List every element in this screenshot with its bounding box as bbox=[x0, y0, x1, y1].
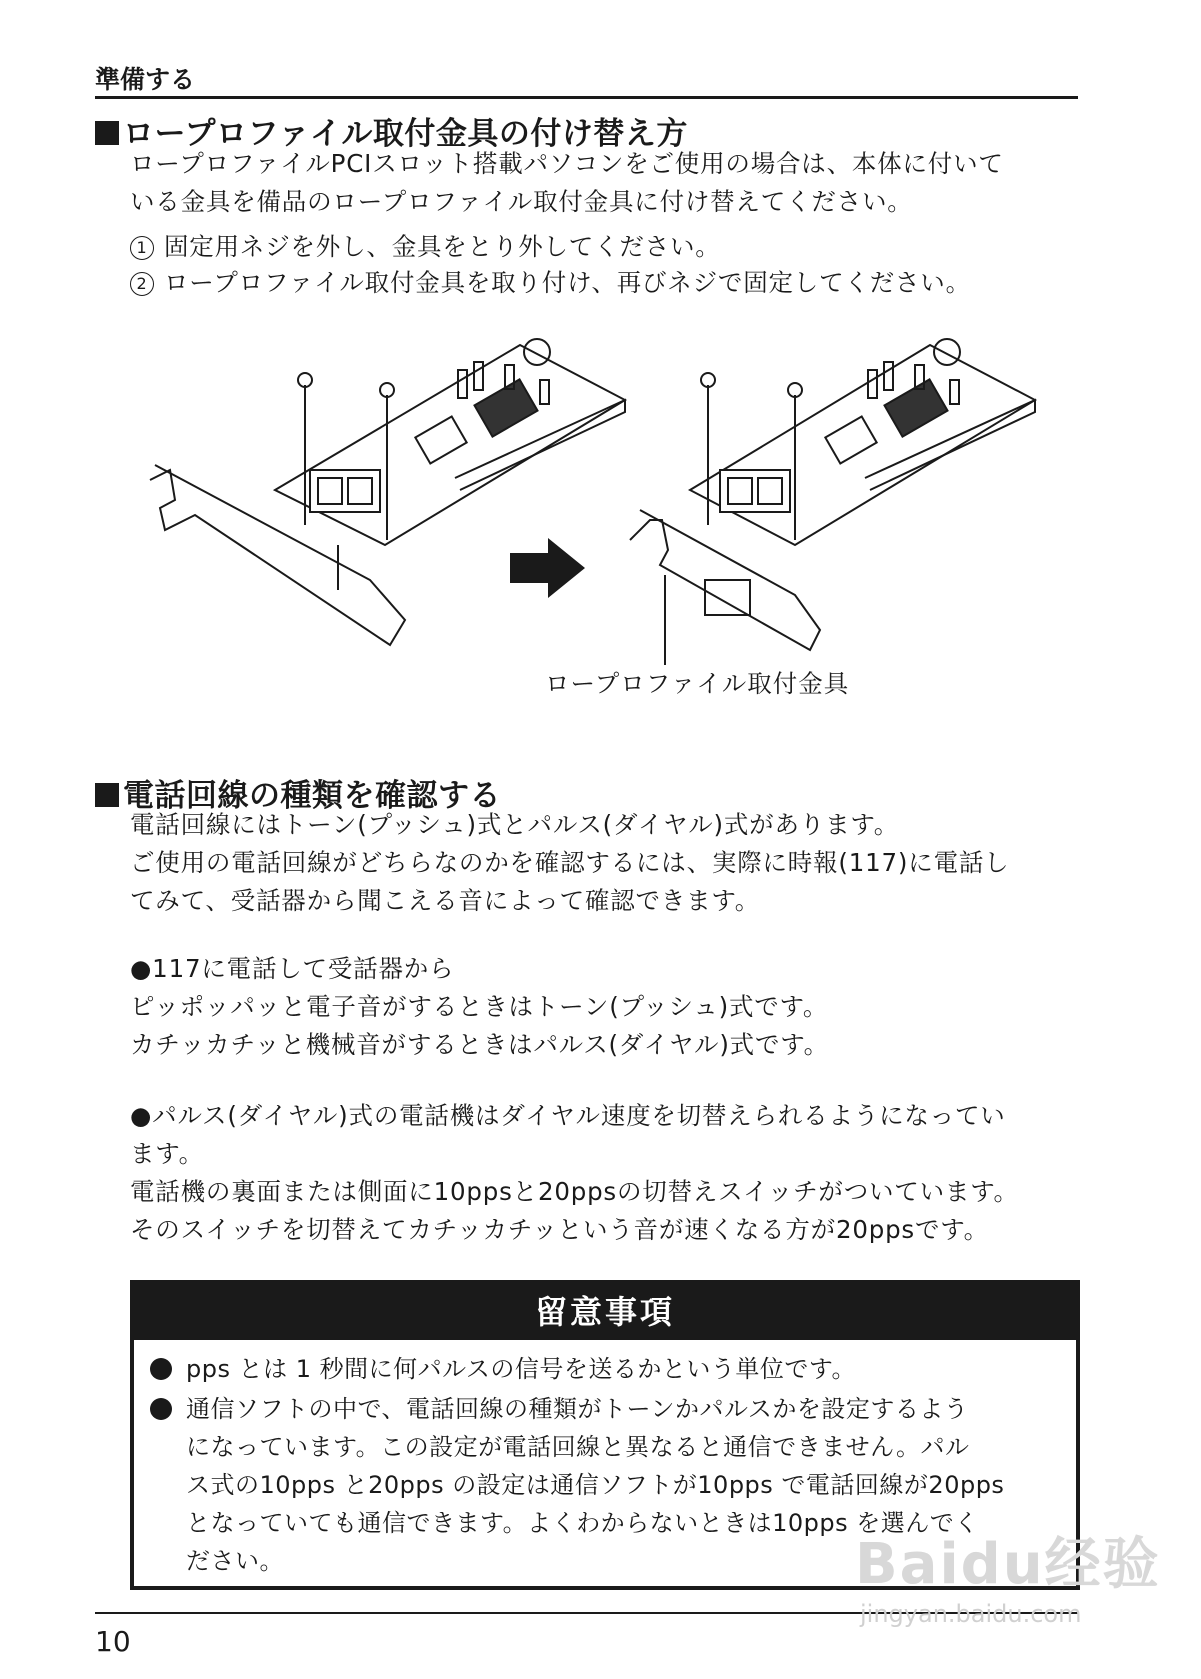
notice-title: 留意事項 bbox=[134, 1284, 1076, 1340]
step-1-text: 固定用ネジを外し、金具をとり外してください。 bbox=[164, 232, 721, 261]
notice-item-2-text: 通信ソフトの中で、電話回線の種類がトーンかパルスかを設定するよう になっています。この設定が電話回線と異なると通信できません。パル ス式の10pps と20pps の設定は通信ソフトが10pps で電話回線が20pps となっていても通信できます。よくわからないときは10pps を選んでく ださい。 bbox=[186, 1395, 1005, 1575]
bullet-icon bbox=[150, 1358, 172, 1380]
right-screws bbox=[701, 373, 802, 397]
right-arrow-icon bbox=[510, 538, 585, 598]
step-2 bbox=[130, 264, 971, 299]
left-screws bbox=[298, 373, 394, 397]
right-pci-card bbox=[690, 339, 1035, 545]
page-number: 10 bbox=[95, 1625, 131, 1658]
lowprofile-intro: ロープロファイルPCIスロット搭載パソコンをご使用の場合は、本体に付いて いる金具を備品のロープロファイル取付金具に付け替えてください。 bbox=[130, 149, 1004, 216]
watermark-logo: Baidu经验 bbox=[855, 1532, 1161, 1597]
top-rule bbox=[95, 96, 1078, 99]
step-2-number: 2 bbox=[130, 272, 154, 296]
figure-caption: ロープロファイル取付金具 bbox=[545, 669, 850, 698]
phoneline-block-pulse: ●パルス(ダイヤル)式の電話機はダイヤル速度を切替えられるようになってい ます。 電話機の裏面または側面に10ppsと20ppsの切替えスイッチがついています。 そのスイッチを切替えてカチッカチッという音が速くなる方が20ppsです。 bbox=[130, 1101, 1019, 1244]
watermark-url: jingyan.baidu.com bbox=[860, 1600, 1082, 1628]
notice-item-1-text: pps とは 1 秒間に何パルスの信号を送るかという単位です。 bbox=[186, 1355, 856, 1383]
lowprofile-heading-text: ロープロファイル取付金具の付け替え方 bbox=[123, 116, 688, 152]
phoneline-block-117: ●117に電話して受話器から ピッポッパッと電子音がするときはトーン(プッシュ)式です。 カチッカチッと機械音がするときはパルス(ダイヤル)式です。 bbox=[130, 954, 829, 1059]
phoneline-heading-text: 電話回線の種類を確認する bbox=[123, 778, 501, 814]
left-pci-card bbox=[275, 339, 625, 545]
step-1 bbox=[130, 228, 721, 263]
phoneline-intro: 電話回線にはトーン(プッシュ)式とパルス(ダイヤル)式があります。 ご使用の電話回線がどちらなのかを確認するには、実際に時報(117)に電話し てみて、受話器から聞こえる音によって確認できます。 bbox=[130, 810, 1010, 915]
step-2-text: ロープロファイル取付金具を取り付け、再びネジで固定してください。 bbox=[164, 268, 971, 297]
section-label: 準備する bbox=[95, 65, 196, 94]
notice-item-1 bbox=[150, 1350, 1050, 1388]
bullet-icon bbox=[150, 1398, 172, 1420]
bracket-replacement-figure bbox=[0, 335, 1201, 665]
step-1-number: 1 bbox=[130, 236, 154, 260]
heading-square-icon bbox=[95, 783, 119, 807]
heading-square-icon bbox=[95, 121, 119, 145]
